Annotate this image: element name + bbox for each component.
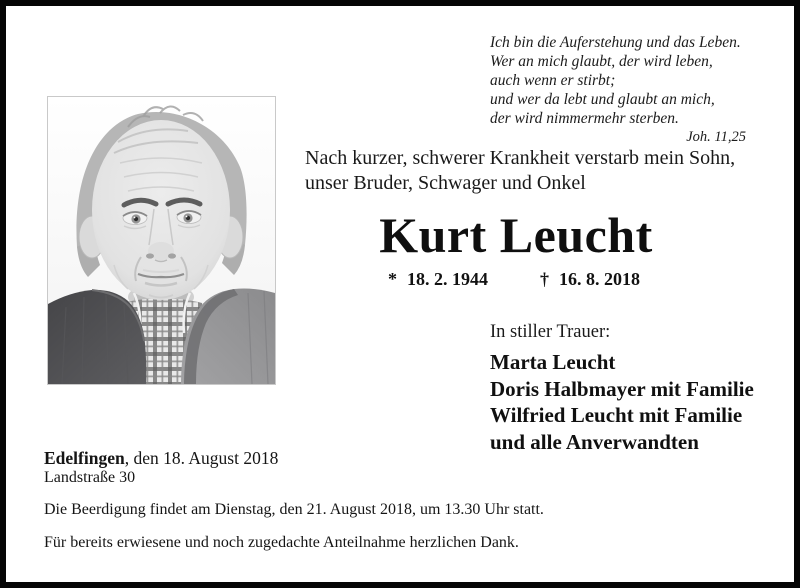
mourner-name: Marta Leucht	[490, 350, 616, 374]
mourning-label: In stiller Trauer:	[490, 322, 611, 342]
mourner-name: und alle Anverwandten	[490, 429, 699, 454]
quote-line: Wer an mich glaubt, der wird leben,	[490, 53, 713, 70]
intro-line: Nach kurzer, schwerer Krankheit verstarb mein Sohn,	[305, 147, 736, 169]
intro-line: unser Bruder, Schwager und Onkel	[305, 172, 586, 194]
funeral-info-line: Die Beerdigung findet am Dienstag, den 21. August 2018, um 13.30 Uhr statt.	[44, 501, 544, 518]
mourner-name: Wilfried Leucht mit Familie	[490, 403, 743, 427]
place-date-rest: , den 18. August 2018	[124, 448, 279, 468]
quote-source: Joh. 11,25	[686, 129, 746, 145]
birth-date-value: 18. 2. 1944	[407, 269, 488, 289]
death-cross-symbol: †	[540, 269, 549, 289]
place-name: Edelfingen	[44, 448, 125, 468]
death-date	[540, 267, 640, 291]
deceased-name: Kurt Leucht	[379, 207, 653, 263]
birth-star-symbol: *	[388, 269, 397, 289]
intro-text	[305, 146, 735, 196]
quote-line: und wer da lebt und glaubt an mich,	[490, 91, 715, 108]
quote-line: Ich bin die Auferstehung und das Leben.	[490, 34, 741, 51]
address-line: Landstraße 30	[44, 469, 136, 486]
quote-line: auch wenn er stirbt;	[490, 72, 616, 89]
portrait-photo-image	[48, 97, 275, 384]
thanks-line: Für bereits erwiesene und noch zugedachte Anteilnahme herzlichen Dank.	[44, 534, 519, 551]
mourners-list	[490, 349, 754, 455]
scripture-quote	[490, 33, 766, 147]
portrait-photo	[47, 96, 276, 385]
birth-date	[388, 267, 488, 291]
death-date-value: 16. 8. 2018	[559, 269, 640, 289]
quote-line: der wird nimmermehr sterben.	[490, 110, 679, 127]
mourner-name: Doris Halbmayer mit Familie	[490, 376, 754, 401]
